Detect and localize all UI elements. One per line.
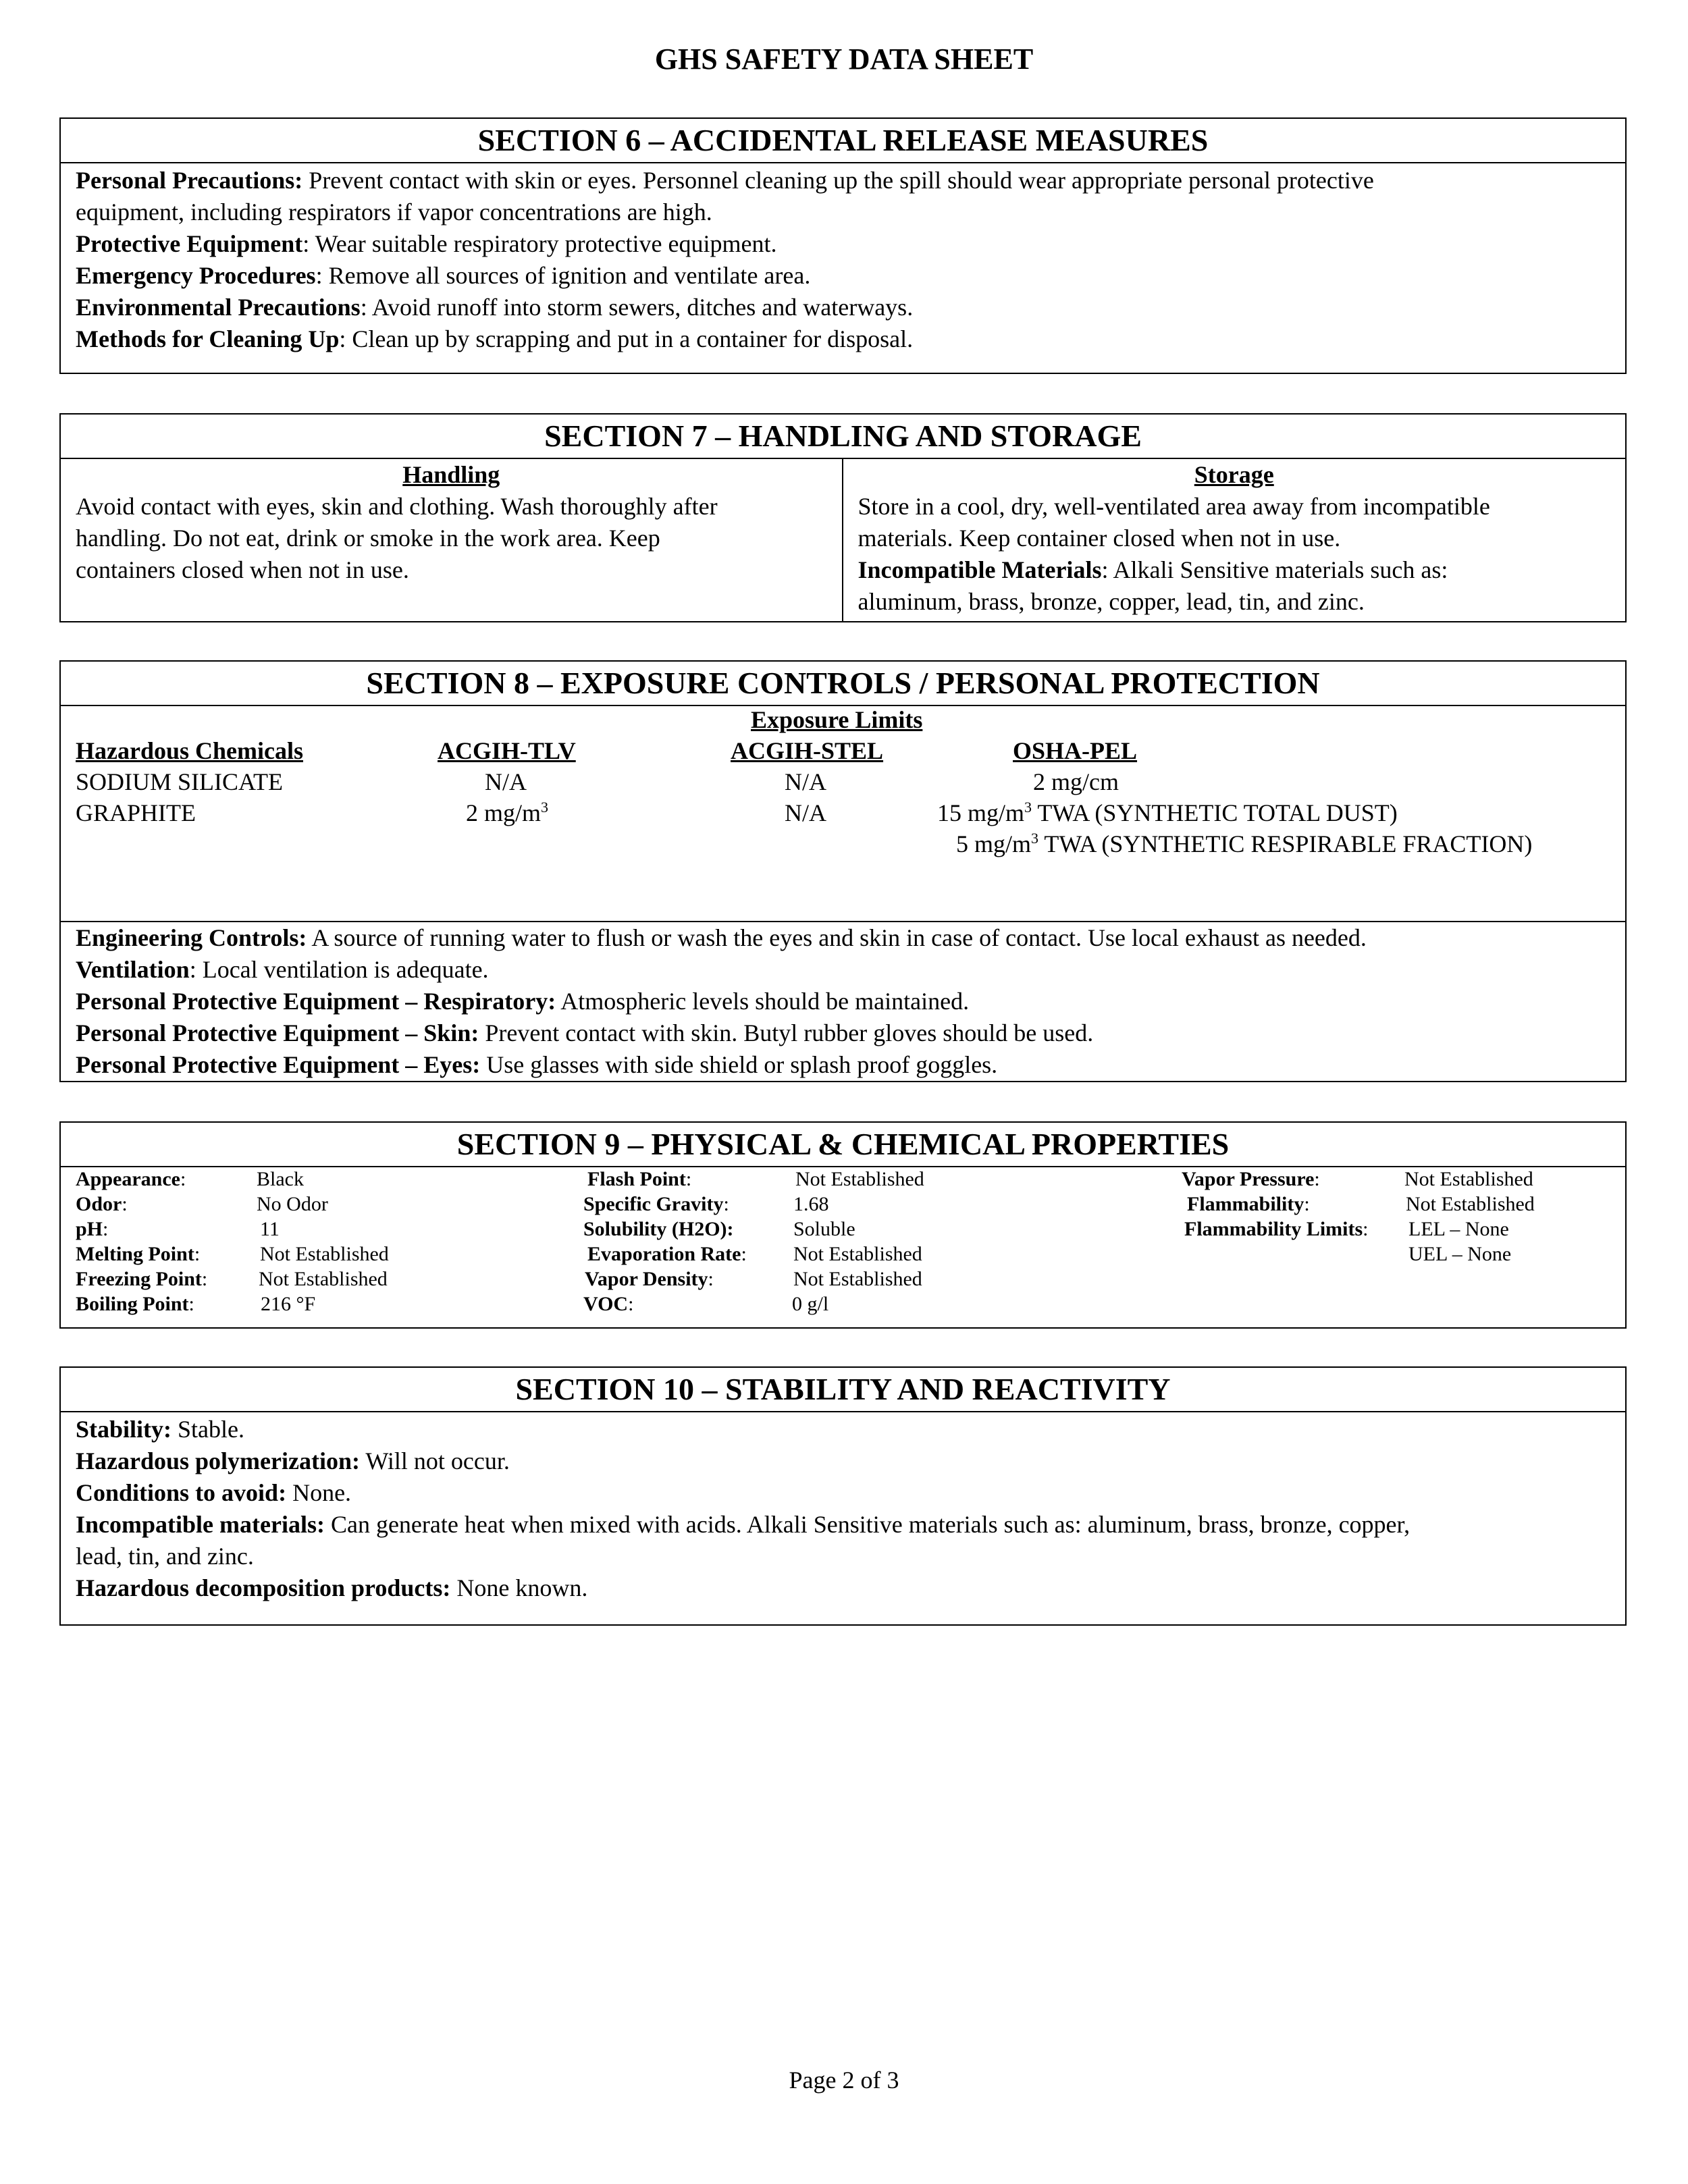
- text-line: lead, tin, and zinc.: [76, 1543, 254, 1570]
- section-7: [59, 413, 1627, 622]
- property-label: Flammability:: [1187, 1193, 1310, 1215]
- section-6: [59, 117, 1627, 374]
- text-line: Environmental Precautions: Avoid runoff into storm sewers, ditches and waterways.: [76, 294, 914, 321]
- text-line: Hazardous polymerization: Will not occur.: [76, 1447, 510, 1474]
- handling-column: [61, 459, 843, 622]
- table-cell: 2 mg/cm: [1033, 768, 1119, 795]
- property-label: Melting Point:: [76, 1243, 201, 1265]
- text-line: Incompatible materials: Can generate heat when mixed with acids. Alkali Sensitive materials such as: aluminum, brass, bronze, copper,: [76, 1511, 1410, 1538]
- text-line: Engineering Controls: A source of running water to flush or wash the eyes and skin in case of contact. Use local exhaust as needed.: [76, 924, 1367, 951]
- section-9: [59, 1121, 1627, 1329]
- column-header: ACGIH-STEL: [731, 737, 884, 764]
- property-value: Not Established: [1404, 1168, 1533, 1190]
- text-line: materials. Keep container closed when not in use.: [858, 525, 1341, 552]
- property-label: Flammability Limits:: [1184, 1218, 1369, 1240]
- storage-heading: Storage: [1194, 461, 1274, 488]
- section-7-title: SECTION 7 – HANDLING AND STORAGE: [61, 415, 1625, 459]
- property-label: Evaporation Rate:: [587, 1243, 747, 1265]
- property-value: UEL – None: [1408, 1243, 1512, 1265]
- property-value: Not Established: [793, 1243, 922, 1265]
- table-cell: 2 $mg/m^3$: [466, 799, 549, 826]
- text-line: aluminum, brass, bronze, copper, lead, tin, and zinc.: [858, 588, 1365, 615]
- storage-column: [843, 459, 1626, 622]
- text-line: handling. Do not eat, drink or smoke in the work area. Keep: [76, 525, 660, 552]
- section-10-title: SECTION 10 – STABILITY AND REACTIVITY: [61, 1368, 1625, 1412]
- table-cell: 15 $mg/m^3$ TWA (SYNTHETIC TOTAL DUST): [937, 799, 1398, 826]
- text-line: Conditions to avoid: None.: [76, 1479, 352, 1506]
- text-line: equipment, including respirators if vapor concentrations are high.: [76, 198, 712, 225]
- property-value: Not Established: [795, 1168, 924, 1190]
- section-8-body: [61, 922, 1625, 1081]
- text-line: Store in a cool, dry, well-ventilated area away from incompatible: [858, 493, 1490, 520]
- property-value: 11: [260, 1218, 280, 1240]
- text-line: Stability: Stable.: [76, 1416, 244, 1443]
- properties-grid: [61, 1167, 1625, 1328]
- text-line: Hazardous decomposition products: None known.: [76, 1574, 588, 1601]
- text-line: Emergency Procedures: Remove all sources of ignition and ventilate area.: [76, 262, 811, 289]
- property-label: VOC:: [583, 1293, 634, 1315]
- section-6-body: [61, 163, 1625, 355]
- text-line: Protective Equipment: Wear suitable respiratory protective equipment.: [76, 230, 777, 257]
- property-label: pH:: [76, 1218, 109, 1240]
- text-line: Methods for Cleaning Up: Clean up by scrapping and put in a container for disposal.: [76, 325, 914, 352]
- column-header: Hazardous Chemicals: [76, 737, 303, 764]
- property-label: Specific Gravity:: [583, 1193, 729, 1215]
- property-value: Not Established: [793, 1268, 922, 1290]
- exposure-limits-table: [61, 706, 1625, 922]
- property-value: No Odor: [257, 1193, 328, 1215]
- section-10-body: [61, 1412, 1625, 1604]
- property-label: Boiling Point:: [76, 1293, 194, 1315]
- table-cell: N/A: [485, 768, 527, 795]
- section-10: [59, 1366, 1627, 1626]
- property-label: Vapor Pressure:: [1182, 1168, 1320, 1190]
- text-line: Incompatible Materials: Alkali Sensitive materials such as:: [858, 556, 1448, 583]
- property-value: 1.68: [793, 1193, 829, 1215]
- property-label: Appearance:: [76, 1168, 186, 1190]
- table-cell: N/A: [785, 768, 826, 795]
- section-9-title: SECTION 9 – PHYSICAL & CHEMICAL PROPERTIES: [61, 1123, 1625, 1167]
- handling-heading: Handling: [402, 461, 500, 488]
- property-value: Not Established: [1406, 1193, 1535, 1215]
- property-value: Black: [257, 1168, 304, 1190]
- section-8-title: SECTION 8 – EXPOSURE CONTROLS / PERSONAL PROTECTION: [61, 662, 1625, 706]
- exposure-limits-heading: Exposure Limits: [751, 706, 923, 733]
- text-line: Avoid contact with eyes, skin and clothing. Wash thoroughly after: [76, 493, 718, 520]
- text-line: Ventilation: Local ventilation is adequate.: [76, 956, 489, 983]
- table-cell: 5 $mg/m^3$ TWA (SYNTHETIC RESPIRABLE FRACTION): [956, 830, 1533, 857]
- table-cell: SODIUM SILICATE: [76, 768, 284, 795]
- document-title: GHS SAFETY DATA SHEET: [654, 43, 1034, 76]
- property-value: 216 °F: [261, 1293, 316, 1315]
- section-8: [59, 660, 1627, 1082]
- text-line: Personal Precautions: Prevent contact with skin or eyes. Personnel cleaning up the spill should wear appropriate personal protective: [76, 167, 1374, 194]
- text-line: Personal Protective Equipment – Respiratory: Atmospheric levels should be maintained.: [76, 988, 970, 1015]
- column-header: ACGIH-TLV: [438, 737, 576, 764]
- property-value: 0 g/l: [792, 1293, 829, 1315]
- property-label: Odor:: [76, 1193, 128, 1215]
- column-header: OSHA-PEL: [1013, 737, 1138, 764]
- property-label: Vapor Density:: [585, 1268, 714, 1290]
- table-cell: N/A: [785, 799, 826, 826]
- table-cell: GRAPHITE: [76, 799, 196, 826]
- property-label: Freezing Point:: [76, 1268, 208, 1290]
- page-number: Page 2 of 3: [789, 2067, 899, 2094]
- property-label: Solubility (H2O):: [583, 1218, 734, 1240]
- property-label: Flash Point:: [587, 1168, 692, 1190]
- property-value: Not Established: [259, 1268, 388, 1290]
- text-line: Personal Protective Equipment – Eyes: Use glasses with side shield or splash proof goggles.: [76, 1051, 998, 1078]
- property-value: LEL – None: [1408, 1218, 1509, 1240]
- property-value: Soluble: [793, 1218, 855, 1240]
- section-6-title: SECTION 6 – ACCIDENTAL RELEASE MEASURES: [61, 119, 1625, 163]
- property-value: Not Established: [260, 1243, 389, 1265]
- text-line: Personal Protective Equipment – Skin: Prevent contact with skin. Butyl rubber gloves should be used.: [76, 1019, 1094, 1046]
- text-line: containers closed when not in use.: [76, 556, 409, 583]
